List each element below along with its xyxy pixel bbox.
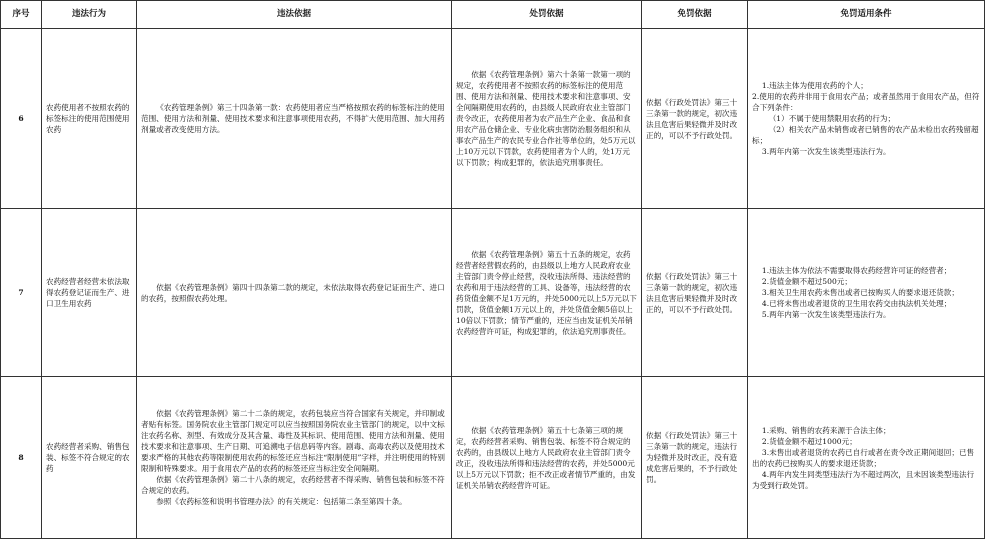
- table-row: [1, 209, 985, 377]
- row-penalty-basis: [452, 29, 642, 209]
- condition-item: 1.违法主体为使用农药的个人；: [761, 81, 868, 90]
- header-exemption-conditions: 免罚适用条件: [748, 1, 985, 29]
- header-exemption-basis: 免罚依据: [642, 1, 748, 29]
- header-legal-basis: 违法依据: [137, 1, 452, 29]
- penalty-paragraph: 依据《农药管理条例》第五十五条的规定，农药经营者经营假农药的，由县级以上地方人民政府农业主管部门责令停止经营，没收违法所得、违法经营的农药和用于违法经营的工具、设备等，违法经营的农药货值金额不足1万元的，并处5000元以上5万元以下罚款，货值金额1万元以上的，并处货值金额5倍以上10倍以下罚款；情节严重的，还应当由发证机关吊销农药经营许可证，构成犯罪的，依法追究刑事责任。: [456, 249, 637, 336]
- table-row: [1, 29, 985, 209]
- header-violation: 违法行为: [42, 1, 137, 29]
- row-penalty-basis: [452, 209, 642, 377]
- condition-item: 2.货值金额不超过1000元；: [761, 436, 857, 446]
- row-exemption-conditions: [748, 209, 985, 377]
- row-seq: 8: [1, 377, 42, 539]
- condition-item: 3.相关卫生用农药未售出或者已按购买人的要求退还货款；: [761, 288, 959, 297]
- condition-item: 3.两年内第一次发生该类型违法行为。: [761, 147, 891, 156]
- condition-item: 2.使用的农药并非用于食用农产品；或者虽然用于食用农产品，但符合下列条件：: [752, 92, 980, 112]
- condition-item: 2.货值金额不超过500元；: [761, 277, 852, 286]
- basis-paragraph: 《农药管理条例》第三十四条第一款：农药使用者应当严格按照农药的标签标注的使用范围、使用方法和剂量、使用技术要求和注意事项使用农药，不得扩大使用范围、加大用药剂量或者改变使用方法。: [141, 103, 445, 134]
- penalty-paragraph: 依据《农药管理条例》第六十条第一款第一项的规定，农药使用者不按照农药的标签标注的使用范围、使用方法和剂量、使用技术要求和注意事项、安全间隔期使用农药的，由县级人民政府农业主管部门责令改正，农药使用者为农产品生产企业、食品和食用农产品仓储企业、专业化病虫害防治服务组织和从事农产品生产的农民专业合作社等单位的，处5万元以上10万元以下罚款，农药使用者为个人的，处1万元以下罚款；构成犯罪的，依法追究刑事责任。: [456, 70, 636, 167]
- header-seq: 序号: [1, 1, 42, 29]
- header-penalty-basis: 处罚依据: [452, 1, 642, 29]
- condition-item: （2）相关农产品未销售或者已销售的农产品未检出农药残留超标；: [752, 125, 979, 145]
- table-row: [1, 377, 985, 539]
- basis-paragraph: 参照《农药标签和说明书管理办法》的有关规定：包括第二条至第四十条。: [156, 497, 407, 506]
- condition-item: 1.采购、销售的农药来源于合法主体；: [761, 425, 891, 435]
- row-penalty-basis: [452, 377, 642, 539]
- row-exemption-basis: 依据《行政处罚法》第三十三条第一款的规定，违法行为轻微并及时改正，没有造成危害后果的，不予行政处罚。: [642, 377, 748, 539]
- condition-item: 4.两年内发生同类型违法行为不超过两次，且未因该类型违法行为受到行政处罚。: [752, 469, 975, 490]
- row-violation: 农药使用者不按照农药的标签标注的使用范围使用农药: [42, 29, 137, 209]
- row-seq: 7: [1, 209, 42, 377]
- row-exemption-conditions: [748, 29, 985, 209]
- row-exemption-basis: 依据《行政处罚法》第三十三条第一款的规定，初次违法且危害后果轻微并及时改正的，可以不予行政处罚。: [642, 29, 748, 209]
- row-legal-basis: [137, 29, 452, 209]
- row-violation: 农药经营者经营未依法取得农药登记证而生产、进口卫生用农药: [42, 209, 137, 377]
- row-exemption-conditions: [748, 377, 985, 539]
- condition-item: 3.未售出或者退货的农药已自行或者在责令改正期间退回；已售出的农药已按购买人的要求退还货款；: [752, 447, 975, 468]
- basis-paragraph: 依据《农药管理条例》第二十二条的规定，农药包装应当符合国家有关规定，并印制或者贴有标签。国务院农业主管部门规定可以应当按照国务院农业主管部门的规定，以中文标注农药名称、剂型、有效成分及其含量、毒性及其标识、使用范围、使用方法和剂量、使用技术要求和注意事项、生产日期、可追溯电子信息码等内容。剧毒、高毒农药以及使用技术要求严格的其他农药等限制使用农药的标签还应当标注“限制使用”字样，并注明使用的特别限制和特殊要求。用于食用农产品的农药的标签还应当标注安全间隔期。: [141, 409, 445, 473]
- basis-paragraph: 依据《农药管理条例》第二十八条的规定，农药经营者不得采购、销售包装和标签不符合规定的农药。: [141, 475, 445, 495]
- row-legal-basis: [137, 209, 452, 377]
- row-seq: 6: [1, 29, 42, 209]
- condition-item: （1）不属于使用禁限用农药的行为；: [768, 114, 896, 123]
- row-legal-basis: [137, 377, 452, 539]
- row-violation: 农药经营者采购、销售包装、标签不符合规定的农药: [42, 377, 137, 539]
- condition-item: 4.已将未售出或者退货的卫生用农药交由执法机关处理；: [761, 299, 952, 308]
- basis-paragraph: 依据《农药管理条例》第四十四条第二款的规定，未依法取得农药登记证而生产、进口的农药，按照假农药处理。: [141, 282, 445, 303]
- penalty-paragraph: 依据《农药管理条例》第五十七条第三项的规定，农药经营者采购、销售包装、标签不符合规定的农药的，由县级以上地方人民政府农业主管部门责令改正，没收违法所得和违法经营的农药，并处5000元以上5万元以下罚款；拒不改正或者情节严重的，由发证机关吊销农药经营许可证。: [456, 425, 636, 490]
- condition-item: 5.两年内第一次发生该类型违法行为。: [761, 310, 891, 319]
- condition-item: 1.违法主体为依法不需要取得农药经营许可证的经营者；: [761, 266, 952, 275]
- row-exemption-basis: 依据《行政处罚法》第三十三条第一款的规定，初次违法且危害后果轻微并及时改正的，可以不予行政处罚。: [642, 209, 748, 377]
- header-row: [1, 1, 985, 29]
